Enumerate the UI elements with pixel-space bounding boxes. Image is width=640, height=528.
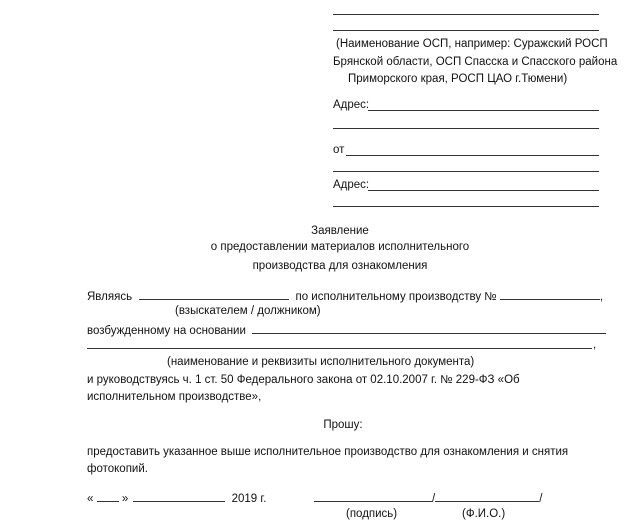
recipient-line-1[interactable] — [333, 14, 599, 15]
addressee-note-3: Приморского края, РОСП ЦАО г.Тюмени) — [348, 73, 568, 85]
from-line-1[interactable] — [346, 155, 599, 156]
title-line-2: о предоставлении материалов исполнительного — [210, 241, 470, 253]
address-line-1[interactable] — [368, 110, 599, 111]
quote-open: « — [87, 493, 94, 505]
title-line-3: производства для ознакомления — [252, 260, 428, 272]
role-hint: (взыскателем / должником) — [175, 305, 321, 317]
date-row — [87, 490, 266, 506]
role-field[interactable] — [139, 288, 289, 300]
request-heading: Прошу: — [323, 419, 363, 431]
recipient-line-2[interactable] — [333, 30, 599, 31]
law-line-2: исполнительном производстве», — [87, 391, 262, 403]
signature-field[interactable] — [314, 490, 432, 502]
year-label: 2019 г. — [231, 493, 267, 505]
proceeding-label: по исполнительному производству № — [295, 291, 497, 303]
request-text-2: фотокопий. — [87, 463, 148, 475]
signature-hint: (подпись) — [346, 508, 398, 520]
address2-line-1[interactable] — [368, 190, 599, 191]
from-label: от — [333, 144, 345, 156]
name-field[interactable] — [435, 490, 539, 502]
address2-line-2[interactable] — [333, 206, 599, 207]
addressee-note-1: (Наименование ОСП, например: Суражский РОСП — [336, 38, 608, 50]
proceeding-number-field[interactable] — [500, 288, 600, 300]
basis-field-2[interactable] — [87, 348, 592, 349]
quote-close: » — [121, 493, 129, 505]
slash-2: / — [539, 493, 543, 505]
signature-row — [314, 490, 542, 506]
name-hint: (Ф.И.О.) — [462, 508, 506, 520]
addressee-note-2: Брянской области, ОСП Спасска и Спасского района — [333, 56, 618, 68]
law-line-1: и руководствуясь ч. 1 ст. 50 Федерального закона от 02.10.2007 г. № 229-ФЗ «Об — [87, 374, 520, 386]
slash-1: / — [432, 493, 436, 505]
title-line-1: Заявление — [311, 225, 369, 237]
from-line-2[interactable] — [333, 171, 599, 172]
address-line-2[interactable] — [333, 128, 599, 129]
day-field[interactable] — [97, 490, 119, 502]
being-row — [87, 288, 603, 304]
basis-field[interactable] — [252, 322, 606, 334]
address-label-2: Адрес: — [333, 179, 370, 191]
initiated-label: возбужденному на основании — [87, 325, 246, 337]
comma-2: , — [593, 339, 597, 351]
month-field[interactable] — [133, 490, 225, 502]
being-label: Являясь — [87, 291, 133, 303]
request-text-1: предоставить указанное выше исполнительное производство для ознакомления и снятия — [87, 446, 569, 458]
doc-hint: (наименование и реквизиты исполнительного документа) — [167, 356, 475, 368]
address-label: Адрес: — [333, 99, 370, 111]
comma-1: , — [599, 291, 604, 303]
initiated-row — [87, 322, 606, 338]
